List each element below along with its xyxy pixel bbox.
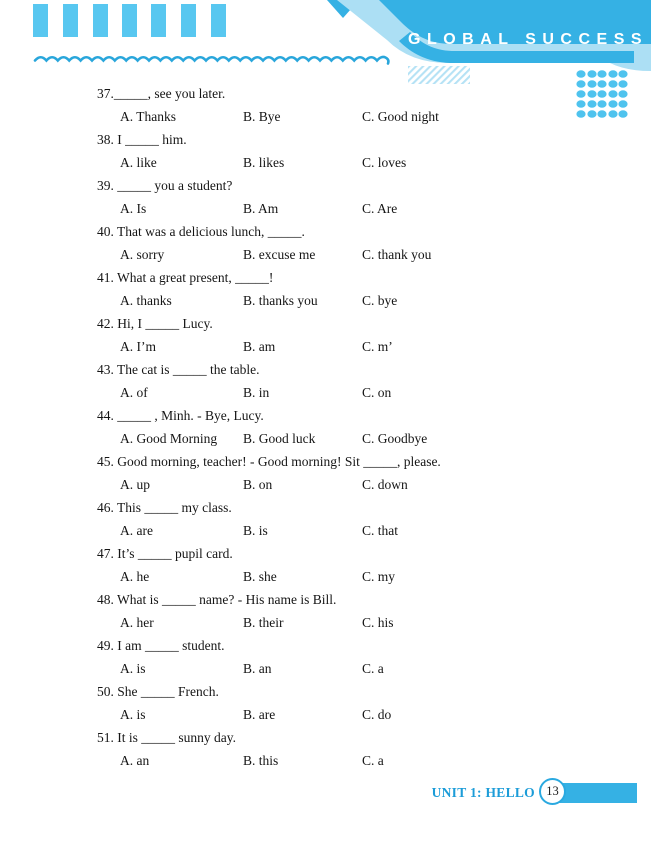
question-number: 45. (97, 454, 114, 469)
question-options (97, 657, 622, 680)
option-a: A. of (120, 385, 148, 400)
option-c: C. Goodbye (362, 431, 428, 446)
question-options (97, 565, 622, 588)
option-b: B. Am (243, 201, 279, 216)
option-a: A. is (120, 661, 146, 676)
option-b: B. am (243, 339, 276, 354)
question-options (97, 473, 622, 496)
question-line (97, 174, 622, 197)
question-line (97, 680, 622, 703)
option-b: B. thanks you (243, 293, 318, 308)
option-c: C. thank you (362, 247, 432, 262)
question-block (97, 634, 622, 680)
question-number: 41. (97, 270, 114, 285)
question-options (97, 703, 622, 726)
question-text: This _____ my class. (113, 500, 232, 515)
question-options (97, 289, 622, 312)
option-c: C. down (362, 477, 408, 492)
option-c: C. m’ (362, 339, 393, 354)
option-c: C. my (362, 569, 396, 584)
page-number: 13 (546, 784, 559, 798)
question-options (97, 197, 622, 220)
option-a: A. up (120, 477, 150, 492)
option-a: A. her (120, 615, 154, 630)
option-c: C. bye (362, 293, 398, 308)
option-c: C. a (362, 753, 384, 768)
question-number: 51. (97, 730, 114, 745)
question-number: 47. (97, 546, 114, 561)
question-block (97, 404, 622, 450)
question-number: 46. (97, 500, 114, 515)
option-a: A. Good Morning (120, 431, 218, 446)
question-block (97, 312, 622, 358)
option-a: A. I’m (120, 339, 156, 354)
question-options (97, 335, 622, 358)
question-text: What is _____ name? - His name is Bill. (113, 592, 337, 607)
option-a: A. is (120, 707, 146, 722)
option-c: C. on (362, 385, 392, 400)
option-b: B. is (243, 523, 268, 538)
question-text: _____ , Minh. - Bye, Lucy. (113, 408, 264, 423)
question-options (97, 749, 622, 772)
question-line (97, 404, 622, 427)
question-text: Good morning, teacher! - Good morning! Sit _____, please. (113, 454, 441, 469)
option-a: A. an (120, 753, 150, 768)
question-text: It’s _____ pupil card. (113, 546, 233, 561)
question-block (97, 220, 622, 266)
question-text: She _____ French. (113, 684, 219, 699)
option-a: A. are (120, 523, 153, 538)
option-b: B. excuse me (243, 247, 316, 262)
question-options (97, 243, 622, 266)
option-c: C. his (362, 615, 394, 630)
question-options (97, 381, 622, 404)
option-b: B. this (243, 753, 279, 768)
question-number: 49. (97, 638, 114, 653)
option-b: B. Bye (243, 109, 281, 124)
question-line (97, 220, 622, 243)
question-text: That was a delicious lunch, _____. (113, 224, 305, 239)
option-b: B. in (243, 385, 270, 400)
question-options (97, 519, 622, 542)
question-number: 37. (97, 86, 114, 101)
option-a: A. sorry (120, 247, 165, 262)
option-a: A. he (120, 569, 150, 584)
question-options (97, 611, 622, 634)
question-options (97, 427, 622, 450)
question-number: 39. (97, 178, 114, 193)
option-b: B. she (243, 569, 277, 584)
question-block (97, 726, 622, 772)
question-text: The cat is _____ the table. (113, 362, 260, 377)
question-line (97, 358, 622, 381)
question-line (97, 726, 622, 749)
question-text: _____ you a student? (113, 178, 233, 193)
question-block (97, 680, 622, 726)
question-number: 50. (97, 684, 114, 699)
question-block (97, 128, 622, 174)
question-text: Hi, I _____ Lucy. (113, 316, 213, 331)
option-a: A. Thanks (120, 109, 176, 124)
option-c: C. that (362, 523, 398, 538)
question-line (97, 496, 622, 519)
question-number: 40. (97, 224, 114, 239)
question-block (97, 358, 622, 404)
question-options (97, 151, 622, 174)
option-c: C. do (362, 707, 392, 722)
question-line (97, 634, 622, 657)
brand-title: GLOBAL SUCCESS (408, 31, 649, 48)
question-block (97, 542, 622, 588)
question-text: _____, see you later. (113, 86, 226, 101)
question-block (97, 174, 622, 220)
question-block (97, 496, 622, 542)
page-number-badge (539, 778, 566, 805)
question-block (97, 266, 622, 312)
option-a: A. thanks (120, 293, 172, 308)
option-b: B. are (243, 707, 276, 722)
question-text: It is _____ sunny day. (113, 730, 236, 745)
question-number: 48. (97, 592, 114, 607)
question-line (97, 128, 622, 151)
question-line (97, 82, 622, 105)
question-number: 38. (97, 132, 114, 147)
option-b: B. Good luck (243, 431, 316, 446)
option-c: C. Are (362, 201, 398, 216)
option-b: B. their (243, 615, 284, 630)
option-c: C. Good night (362, 109, 439, 124)
option-a: A. Is (120, 201, 147, 216)
option-b: B. on (243, 477, 273, 492)
deco-stripe-bars-icon (33, 4, 226, 37)
option-b: B. likes (243, 155, 285, 170)
question-block (97, 588, 622, 634)
question-number: 44. (97, 408, 114, 423)
question-line (97, 266, 622, 289)
question-text: I am _____ student. (113, 638, 225, 653)
option-c: C. a (362, 661, 384, 676)
option-b: B. an (243, 661, 272, 676)
question-block (97, 450, 622, 496)
question-line (97, 588, 622, 611)
wavy-divider (35, 57, 388, 64)
option-c: C. loves (362, 155, 407, 170)
question-text: I _____ him. (113, 132, 187, 147)
question-number: 43. (97, 362, 114, 377)
question-options (97, 105, 622, 128)
question-number: 42. (97, 316, 114, 331)
question-line (97, 542, 622, 565)
footer-unit-label: UNIT 1: HELLO (431, 785, 535, 800)
question-line (97, 312, 622, 335)
questions-list (97, 82, 622, 772)
question-line (97, 450, 622, 473)
question-block (97, 82, 622, 128)
question-text: What a great present, _____! (113, 270, 274, 285)
option-a: A. like (120, 155, 157, 170)
